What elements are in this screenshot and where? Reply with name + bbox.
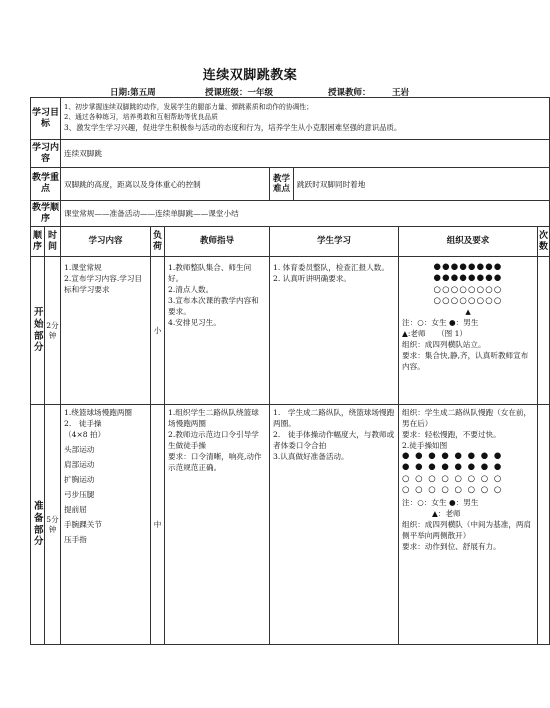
header-row	[31, 227, 550, 257]
guidance-line: 要求：口令清晰，响亮,动作示范规范正确。	[168, 452, 262, 472]
header-organization: 组织及要求	[399, 227, 538, 257]
section-warmup-load: 中	[151, 405, 165, 645]
header-study: 学生学习	[270, 227, 399, 257]
objectives-row	[31, 98, 550, 140]
guidance-line: 2.教师边示范边口令引导学生做徒手操	[168, 430, 259, 450]
key-value: 双脚跳的高度，距离以及身体重心的控制	[61, 168, 270, 201]
difficulty-value: 跳跃时双脚同时着地	[294, 168, 550, 201]
content-line: 扩胸运动	[64, 475, 95, 484]
objectives-label: 学习目标	[31, 98, 61, 140]
content-row	[31, 140, 550, 168]
meta-date: 日期:第五周	[110, 88, 156, 98]
difficulty-label: 教学难点	[270, 168, 294, 201]
formation-row-girls: ○○○○○○○○	[433, 284, 503, 295]
section-start-name: 开始部分	[31, 257, 45, 405]
org-line: 组织：成四列横队站立。	[402, 339, 486, 349]
lesson-plan-table	[30, 97, 550, 645]
study-line: 3.认真做好准备活动。	[273, 452, 349, 461]
formation-row-boys: ●●●●●●●●	[433, 273, 503, 284]
objectives-cell	[61, 98, 550, 140]
formation-row-girls: ○ ○ ○ ○ ○ ○ ○ ○	[402, 485, 503, 496]
teacher-triangle-icon: ▲	[465, 307, 471, 316]
sequence-row	[31, 201, 550, 227]
section-warmup-content	[61, 405, 151, 645]
study-line: 2. 徒手体操动作幅度大，与教师或者体委口令合拍	[273, 430, 395, 450]
org-line: ▲:老师 （图 1）	[402, 328, 468, 338]
content-line: 2.宣布学习内容.学习目标和学习要求	[64, 274, 143, 294]
section-warmup-time: 5分钟	[45, 405, 61, 645]
header-guidance: 教师指导	[165, 227, 270, 257]
section-warmup-study	[270, 405, 399, 645]
section-warmup-count	[538, 405, 550, 645]
content-label: 学习内容	[31, 140, 61, 168]
section-start-content	[61, 257, 151, 405]
org-line: 注：○：女生 ●：男生	[402, 497, 479, 507]
key-row	[31, 168, 550, 201]
content-line: 手腕踝关节	[64, 520, 102, 529]
document-title: 连续双脚跳教案	[202, 68, 298, 83]
meta-class: 授课班级：一年级	[205, 88, 274, 98]
section-start-study	[270, 257, 399, 405]
org-line: 组织：学生成二路纵队慢跑（女在前，男在后）	[402, 408, 532, 428]
content-line: 肩部运动	[64, 460, 95, 469]
formation-row-girls: ○○○○○○○○	[433, 296, 503, 307]
formation-row-boys: ● ● ● ● ● ● ● ●	[402, 451, 503, 461]
section-start-row	[31, 257, 550, 405]
meta-teacher-label: 授课教师：	[328, 88, 371, 98]
header-count: 次数	[538, 227, 550, 257]
section-start-time: 2分钟	[45, 257, 61, 405]
content-line: 压手指	[64, 535, 87, 544]
section-start-count	[538, 257, 550, 405]
section-start-organization	[399, 257, 538, 405]
content-line: 弓步压腿	[64, 490, 95, 499]
formation-row-girls: ○ ○ ○ ○ ○ ○ ○ ○	[402, 473, 503, 484]
formation-row-boys: ●●●●●●●●	[433, 262, 503, 272]
org-line: 要求：集合快,静,齐，认真听教师宣布内容。	[402, 350, 529, 371]
guidance-line: 4.安排见习生。	[168, 318, 221, 327]
objective-item: 1、初步掌握连续双脚跳的动作，发展学生的腿部力量、弹跳素质和动作的协调性；	[64, 103, 314, 112]
header-content: 学习内容	[61, 227, 151, 257]
section-warmup-guidance	[165, 405, 270, 645]
content-line: 1.绕篮球场慢跑两圈	[64, 408, 133, 417]
formation-row-boys: ● ● ● ● ● ● ● ●	[402, 462, 503, 473]
guidance-line: 1.组织学生二路纵队绕篮球场慢跑两圈	[168, 408, 259, 428]
content-line: 2. 徒手操	[64, 419, 102, 428]
guidance-line: 3.宣布本次课的教学内容和要求。	[168, 296, 259, 316]
org-line: 要求：动作到位、舒展有力。	[402, 541, 501, 551]
org-line: 2.徒手操如图	[402, 441, 448, 450]
content-value: 连续双脚跳	[61, 140, 550, 168]
study-line: 1. 体育委员整队，检查汇报人数。	[273, 263, 389, 272]
meta-teacher: 王岩	[392, 88, 410, 98]
objective-item: 2、通过各种练习，培养勇敢和互相帮助等优良品质	[64, 113, 218, 122]
content-line: 1.课堂常规	[64, 263, 102, 272]
section-start-load: 小	[151, 257, 165, 405]
guidance-line: 2.清点人数。	[168, 285, 214, 294]
key-label: 教学重点	[31, 168, 61, 201]
content-line: （4×8 拍）	[64, 430, 106, 439]
sequence-value: 课堂常规——准备活动——连续单脚跳——课堂小结	[61, 201, 550, 227]
org-line: 注：○：女生 ●：男生	[402, 317, 479, 327]
content-line: 提前屈	[64, 505, 87, 514]
org-line: ▲：老师	[432, 508, 461, 518]
section-warmup-organization	[399, 405, 538, 645]
header-order: 顺序	[31, 227, 45, 257]
content-line: 头部运动	[64, 445, 95, 454]
header-load: 负荷	[151, 227, 165, 257]
org-line: 组织：成四列横队（中间为基准，两肩侧平举向两侧散开）	[402, 519, 532, 540]
section-start-guidance	[165, 257, 270, 405]
objective-item: 3、激发学生学习兴趣，促进学生积极参与活动的态度和行为，培养学生从小克服困难坚强的意识品质。	[64, 122, 402, 132]
sequence-label: 教学顺序	[31, 201, 61, 227]
study-line: 2. 认真听讲明确要求。	[273, 274, 352, 283]
guidance-line: 1.教师整队集合、师生问好。	[168, 263, 252, 283]
section-warmup-row	[31, 405, 550, 645]
study-line: 1. 学生成二路纵队，绕篮球场慢跑两圈。	[273, 408, 395, 428]
header-time: 时间	[45, 227, 61, 257]
section-warmup-name: 准备部分	[31, 405, 45, 645]
org-line: 要求：轻松慢跑，不要过快。	[402, 430, 501, 439]
